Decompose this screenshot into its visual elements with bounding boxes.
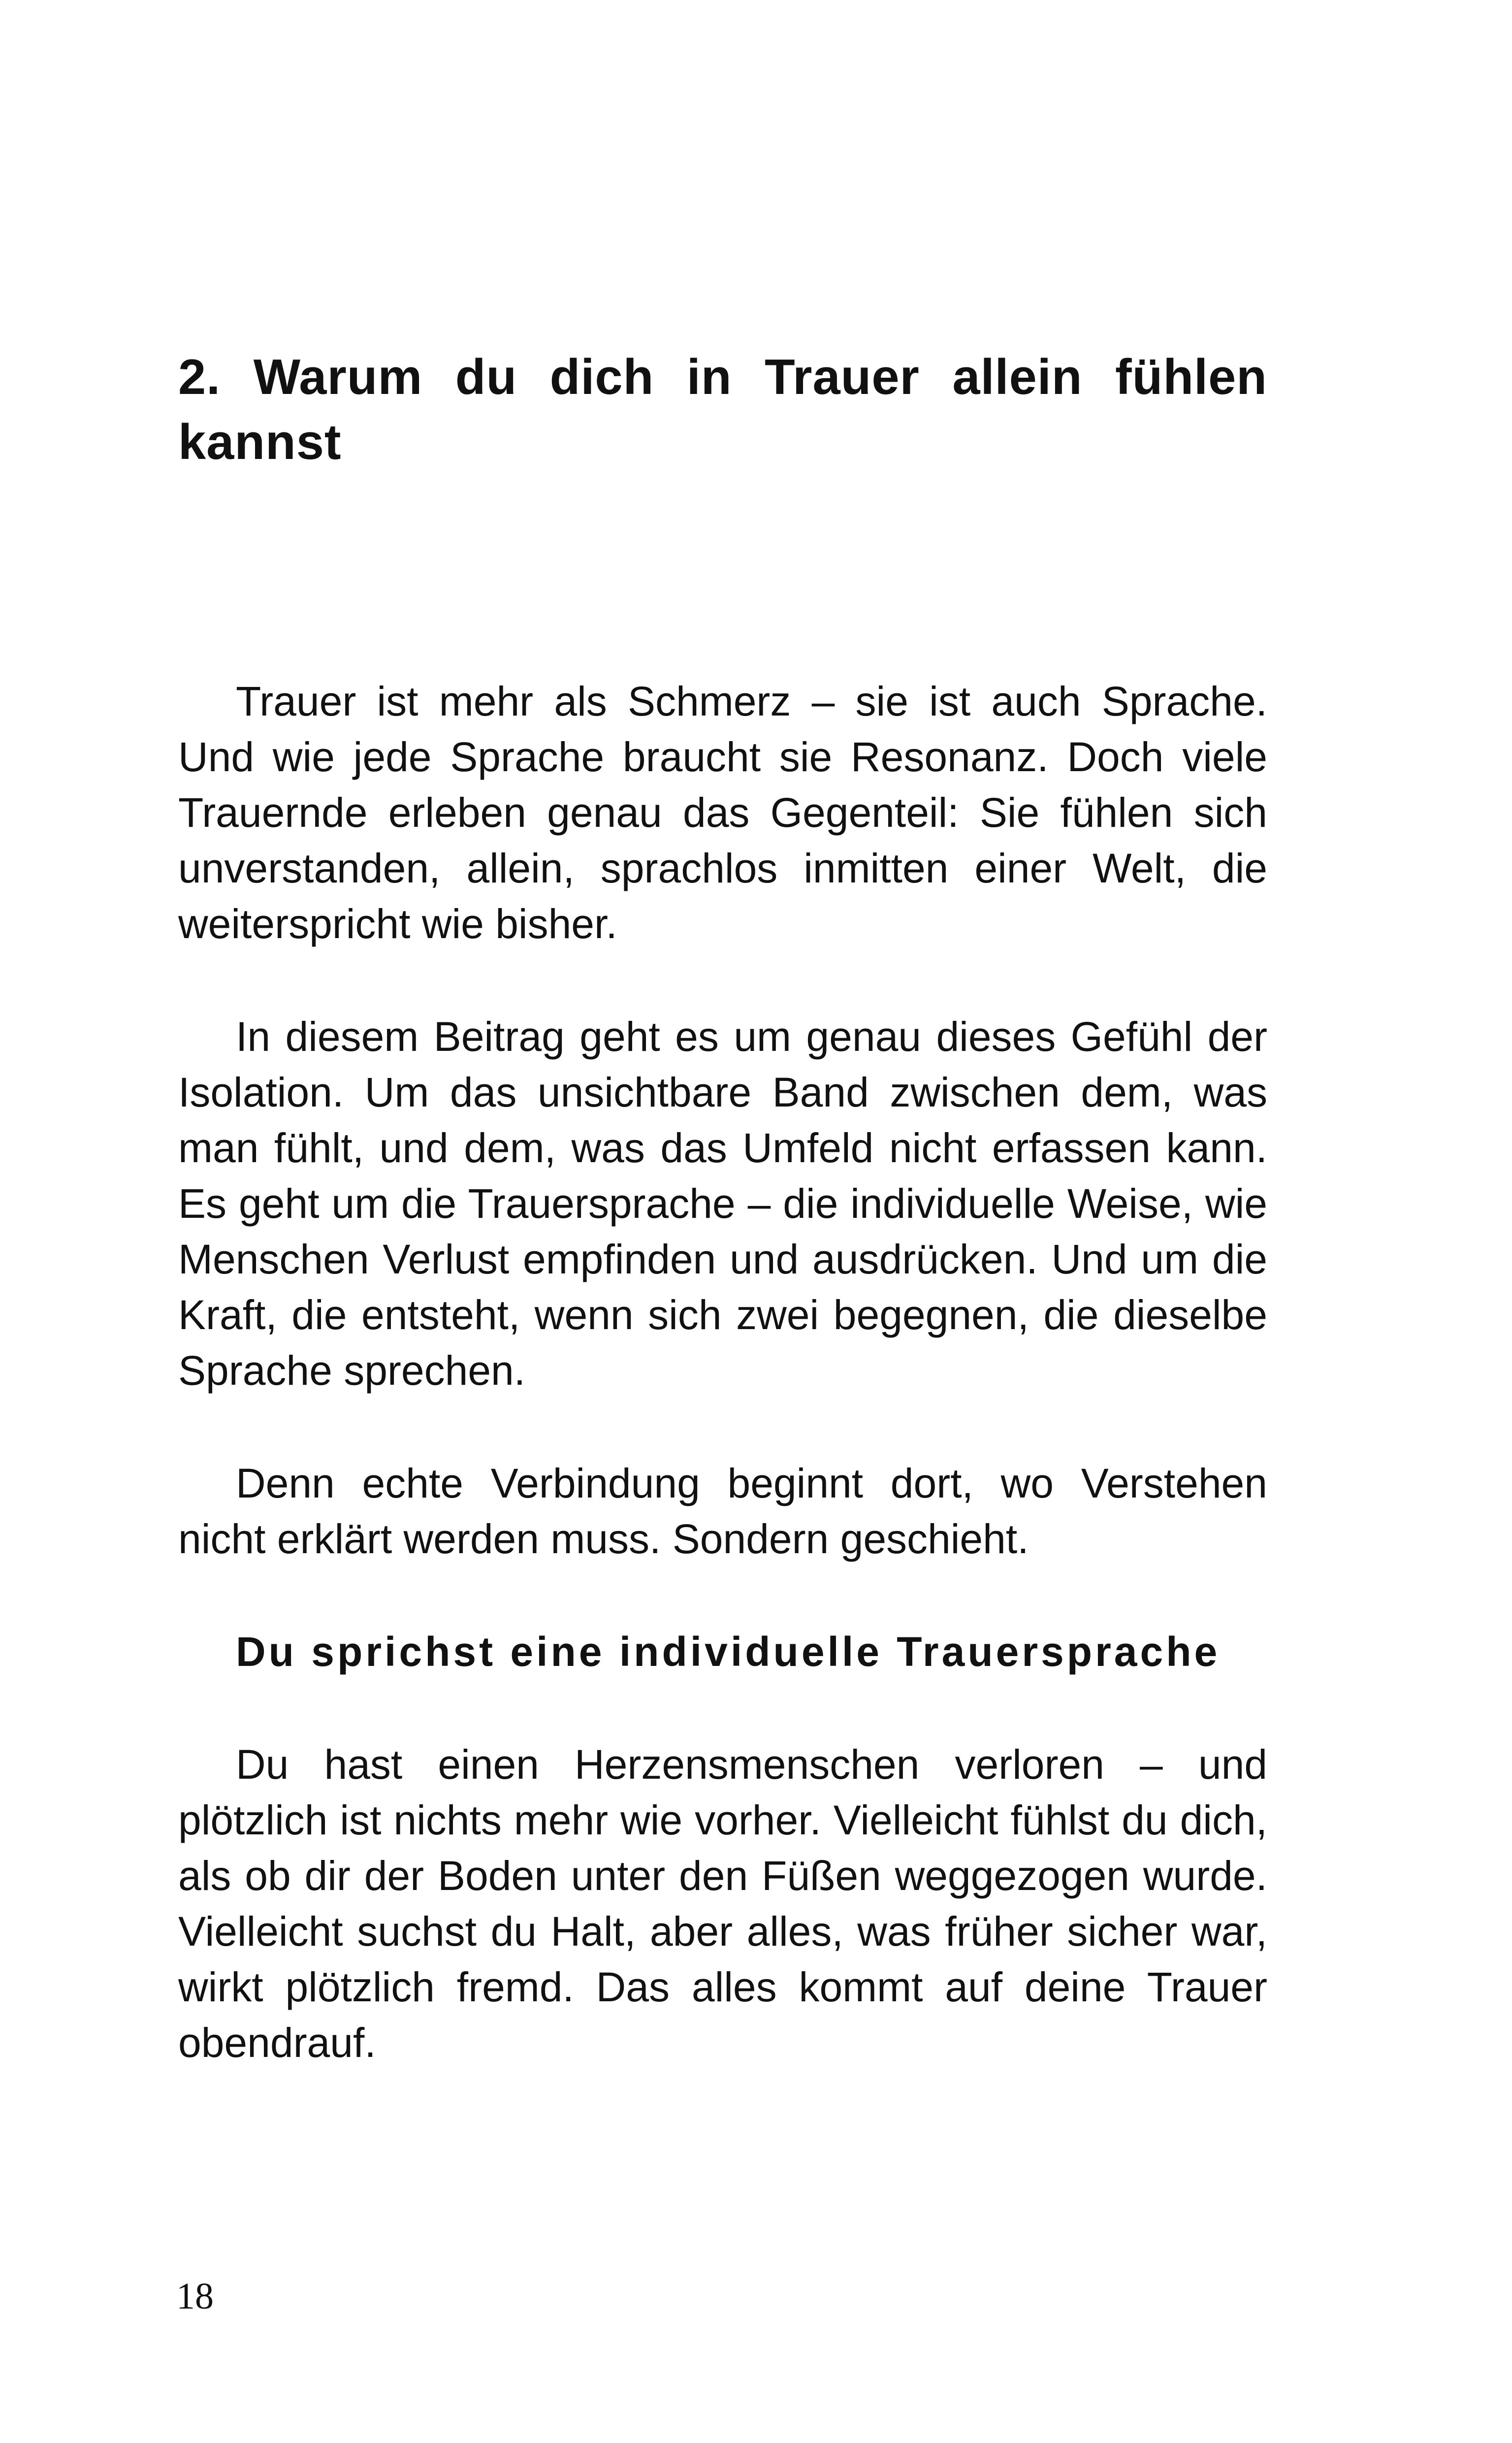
paragraph-isolation: In diesem Beitrag geht es um genau dieses Gefühl der Isolation. Um das unsichtbare Band zwischen dem, was man fühlt, und dem, was das Umfeld nicht erfassen kann. Es geht um die Trauersprache – die individuelle Weise, wie Menschen Verlust empfinden und ausdrücken. Und um die Kraft, die entsteht, wenn sich zwei begegnen, die dieselbe Sprache sprechen.	[178, 1013, 1267, 1394]
page-number: 18	[176, 2276, 214, 2317]
page-body	[178, 674, 1267, 2128]
paragraph-intro: Trauer ist mehr als Schmerz – sie ist auch Sprache. Und wie jede Sprache braucht sie Resonanz. Doch viele Trauernde erleben genau das Gegenteil: Sie fühlen sich unverstanden, allein, sprachlos inmitten einer Welt, die weiterspricht wie bisher.	[178, 678, 1267, 947]
paragraph-connection: Denn echte Verbindung beginnt dort, wo Verstehen nicht erklärt werden muss. Sondern geschieht.	[178, 1460, 1267, 1562]
paragraph-loss: Du hast einen Herzensmenschen verloren – und plötzlich ist nichts mehr wie vorher. Vielleicht fühlst du dich, als ob dir der Boden unter den Füßen weggezogen wurde. Vielleicht suchst du Halt, aber alles, was früher sicher war, wirkt plötzlich fremd. Das alles kommt auf deine Trauer obendrauf.	[178, 1741, 1267, 2066]
section-heading: Du sprichst eine individuelle Trauersprache	[236, 1629, 1221, 1675]
chapter-title: 2. Warum du dich in Trauer allein fühlen kannst	[178, 350, 1267, 470]
